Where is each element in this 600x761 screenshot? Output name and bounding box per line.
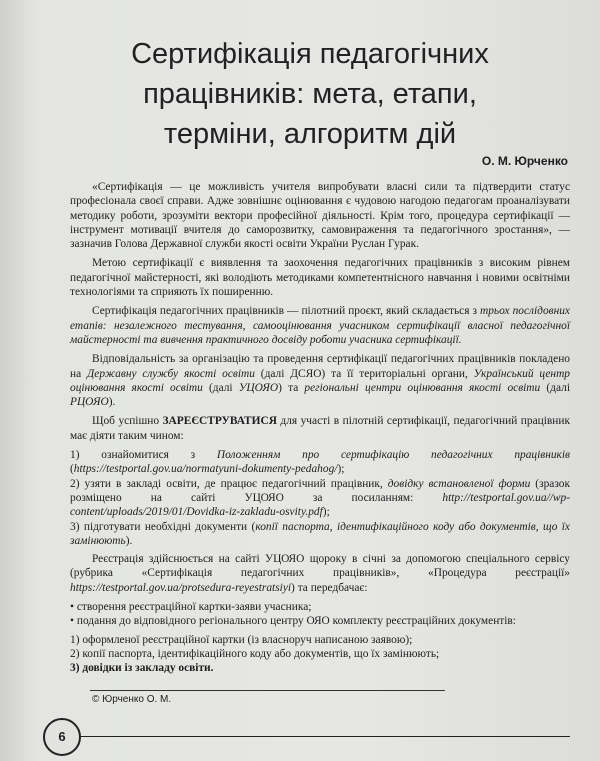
step-text: ). — [125, 534, 133, 547]
step-item — [70, 520, 570, 549]
step-link[interactable]: http://testportal.gov.ua//wp-content/uploads/2019/01/Dovidka-iz-zakladu-osvity.pdf — [70, 491, 570, 519]
bullet-text: створення реєстраційної картки-заяви учасника; — [76, 601, 312, 614]
author-name: О. М. Юрченко — [481, 154, 568, 168]
footnote: © Юрченко О. М. — [92, 694, 172, 705]
footnote-divider — [90, 690, 445, 691]
step-text: ознайомитися з — [101, 449, 217, 462]
paragraph-register — [70, 414, 570, 443]
document-item: 3) довідки із закладу освіти. — [70, 662, 214, 675]
document-item: 1) оформленої реєстраційної картки (із власноруч написаною заявою); — [70, 633, 413, 646]
register-text-c: для участі в пілотній сертифікації, педагогічний працівник має діяти таким чином: — [70, 415, 570, 442]
resp-text-g: ) та — [278, 381, 305, 394]
paragraph-responsibility — [70, 352, 570, 409]
step-number: 2) — [70, 477, 80, 490]
register-text-a: Щоб успішно — [92, 415, 163, 428]
page-number: 6 — [43, 718, 81, 756]
document-item: 2) копії паспорта, ідентифікаційного коду або документів, що їх замінюють; — [70, 647, 440, 660]
bullet-list — [70, 600, 570, 629]
bullet-text: подання до відповідного регіонального центру ОЯО комплекту реєстраційних документів: — [76, 615, 516, 628]
registration-text: Реєстрація здійснюється на сайті УЦОЯО щороку в січні за допомогою спеціального сервісу (рубрика «Сертифікація педагогічних працівників», «Процедура реєстрації» — [70, 553, 570, 580]
resp-text-c: (далі ДСЯО) та її територіальні органи, — [254, 367, 474, 380]
register-bold: ЗАРЕЄСТРУВАТИСЯ — [162, 415, 277, 428]
resp-ucoyao: УЦОЯО — [238, 381, 279, 394]
steps-list — [70, 448, 570, 548]
title-line-1: Сертифікація педагогічних — [131, 38, 489, 70]
resp-text-k: ). — [108, 396, 116, 409]
step-text: ); — [337, 463, 345, 476]
resp-dsyao: Державну службу якості освіти — [87, 367, 255, 380]
paragraph-goal: Метою сертифікації є виявлення та заохочення педагогічних працівників з високим рівнем педагогічної майстерності, які володіють методиками компетентнісного навчання і новими освітніми технологіями та сприяють їх поширенню. — [70, 257, 570, 299]
step-italic: Положенням про сертифікацію педагогічних працівників — [216, 449, 570, 462]
page-title — [60, 34, 560, 154]
registration-link[interactable]: https://testportal.gov.ua/protsedura-reyestratsiyi — [70, 581, 292, 594]
resp-text-i: (далі — [540, 381, 570, 394]
stages-italic: трьох послідовних етапів: незалежного тестування, самооцінювання учасником сертифікації власної педагогічної майстерності та вивчення практичного досвіду роботи учасника сертифікації. — [70, 305, 570, 346]
bottom-rule — [80, 736, 570, 737]
title-line-3: терміни, алгоритм дій — [163, 118, 457, 150]
resp-text-e: (далі — [202, 381, 239, 394]
step-number: 1) — [70, 449, 80, 462]
step-link[interactable]: https://testportal.gov.ua/normatyuni-dokumenty-pedahog/ — [73, 463, 338, 476]
step-item — [70, 477, 570, 520]
resp-rcoyao-full: регіональні центри оцінювання якості освіти — [304, 381, 541, 394]
documents-list — [70, 633, 570, 676]
step-text: ( — [70, 463, 74, 476]
paragraph-registration-site — [70, 552, 570, 595]
bullet-item: • подання до відповідного регіонального центру ОЯО комплекту реєстраційних документів: — [70, 615, 516, 628]
paragraph-stages — [70, 304, 570, 347]
step-number: 3) — [70, 520, 80, 533]
bullet-item: • створення реєстраційної картки-заяви учасника; — [70, 601, 312, 614]
step-item — [70, 448, 570, 477]
step-italic: копії паспорта, ідентифікаційного коду або документів, що їх замінюють — [70, 520, 570, 547]
resp-text-a: Відповідальність за організацію та проведення сертифікації педагогічних працівників покладено на — [70, 353, 570, 380]
paragraph-quote: «Сертифікація — це можливість учителя випробувати власні сили та підтвердити статус професіонала своєї справи. Адже зовнішнє оцінювання є чудовою нагодою педагогам проаналізувати методику роботи, зрозуміти вектори професійної діяльності. Крім того, процедура сертифікації — інструмент мотивації вчителя до саморозвитку, самовираження та педагогічного зростання», — зазначив Голова Державної служби якості освіти України Руслан Гурак. — [70, 181, 570, 251]
step-text: узяти в закладі освіти, де працює педагогічний працівник, — [84, 477, 388, 490]
step-text: (зразок розміщено на сайті УЦОЯО за посиланням: — [70, 477, 570, 504]
step-text: ); — [322, 506, 330, 519]
resp-ucoyao-full: Український центр оцінювання якості освіти — [70, 367, 571, 394]
step-italic: довідку встановленої форми — [387, 477, 531, 490]
stages-text: Сертифікація педагогічних працівників — пілотний проєкт, який складається з — [92, 305, 480, 318]
article-body — [70, 180, 570, 680]
step-text: підготувати необхідні документи ( — [83, 520, 256, 533]
resp-rcoyao: РЦОЯО — [70, 396, 109, 409]
registration-text-end: ) та передбачає: — [291, 581, 368, 594]
title-line-2: працівників: мета, етапи, — [143, 78, 477, 110]
